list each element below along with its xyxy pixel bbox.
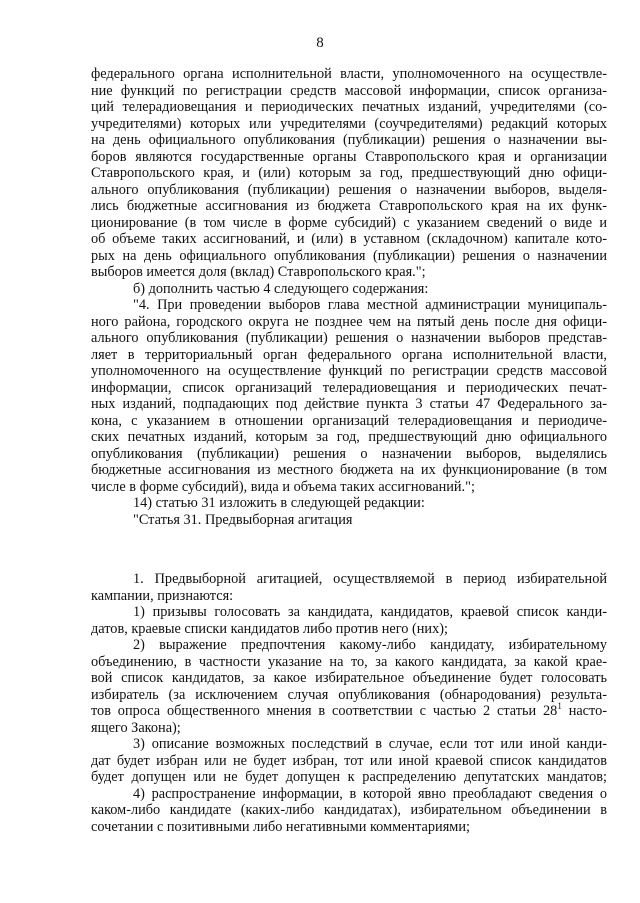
line-text: рых на день официального опубликования (публикации) решения о назначении <box>91 247 607 264</box>
line-text: об объеме таких ассигнований, и (или) в уставном (складочном) капитале кото- <box>91 231 607 247</box>
line-text: ских печатных изданий, которым за год, предшествующий дню официального <box>91 429 607 445</box>
line-text: лись бюджетные ассигнования из бюджета Ставропольского края на их функ- <box>91 198 607 214</box>
line-text: ционирование (в том числе в форме субсидий) с указанием сведений о виде и <box>91 214 607 231</box>
text-line <box>91 149 607 166</box>
line-text: 14) статью 31 изложить в следующей редакции: <box>133 495 425 511</box>
line-text: федерального органа исполнительной власти, уполномоченного на осуществле- <box>91 66 607 82</box>
text-line <box>91 380 607 397</box>
text-line <box>91 720 607 737</box>
text-line <box>91 687 607 704</box>
text-line <box>91 281 607 298</box>
text-line <box>91 165 607 182</box>
line-text: ных изданий, подпадающих под действие пункта 3 статьи 47 Федерального за- <box>91 396 607 412</box>
text-line <box>91 495 607 512</box>
text-line <box>91 479 607 496</box>
text-block-1 <box>91 66 607 528</box>
line-text: датов, краевые списки кандидатов либо против него (них); <box>91 620 448 637</box>
text-line <box>91 588 607 605</box>
line-text: ального опубликования (публикации) решения о назначении выборов, выделя- <box>91 181 607 198</box>
line-text-after: насто- <box>561 703 608 719</box>
text-line <box>91 413 607 430</box>
line-text: учредителями) которых или учредителями (соучредителями) редакций которых <box>91 115 607 132</box>
line-text: ций телерадиовещания и периодических печатных изданий, учредителями (со- <box>91 99 607 115</box>
text-line <box>91 182 607 199</box>
line-text: сочетании с позитивными либо негативными комментариями; <box>91 818 470 835</box>
text-line <box>91 703 607 720</box>
text-line <box>91 654 607 671</box>
line-text: выборов имеется доля (вклад) Ставропольского края."; <box>91 264 426 280</box>
line-text: 2) выражение предпочтения какому-либо кандидату, избирательному <box>133 637 607 653</box>
line-text: дат будет избран или не будет избран, тот или иной краевой список кандидатов <box>91 752 607 769</box>
line-text: информации, список организаций телерадиовещания и периодических печат- <box>91 379 607 396</box>
text-line <box>91 83 607 100</box>
text-line <box>91 670 607 687</box>
line-text: кона, с указанием в отношении организаций телерадиовещания и периодиче- <box>91 412 607 429</box>
line-text: ящего Закона); <box>91 719 181 736</box>
text-line <box>91 248 607 265</box>
text-line <box>91 198 607 215</box>
text-line <box>91 116 607 133</box>
line-text: кампании, признаются: <box>91 587 234 604</box>
line-text: числе в форме субсидий), вида и объема таких ассигнований."; <box>91 478 475 495</box>
text-line <box>91 637 607 654</box>
text-line <box>91 769 607 786</box>
line-text: ляет в территориальный орган федерального органа исполнительной власти, <box>91 346 607 363</box>
line-text: будет допущен или не будет допущен к распределению депутатских мандатов; <box>91 769 607 785</box>
superscript: 1 <box>557 701 562 712</box>
line-text: боров являются государственные органы Ставропольского края и организации <box>91 148 607 165</box>
line-text: ного района, городского округа не позднее чем на пятый день после дня офици- <box>91 313 607 330</box>
text-line <box>91 347 607 364</box>
text-line <box>91 66 607 83</box>
line-text: ние функций по регистрации средств массовой информации, список организа- <box>91 82 607 99</box>
line-text: "Статья 31. Предвыборная агитация <box>133 511 353 528</box>
line-text: 4) распространение информации, в которой явно преобладают сведения о <box>133 785 607 802</box>
line-text: объединению, в частности указание на то, за какого кандидата, за какой крае- <box>91 653 607 670</box>
text-line <box>91 314 607 331</box>
text-line <box>91 429 607 446</box>
text-line <box>91 363 607 380</box>
text-line <box>91 753 607 770</box>
text-line <box>91 571 607 588</box>
text-line <box>91 215 607 232</box>
line-text: б) дополнить частью 4 следующего содержания: <box>133 280 429 297</box>
line-text: "4. При проведении выборов глава местной администрации муниципаль- <box>133 297 607 313</box>
text-line <box>91 819 607 836</box>
text-line <box>91 786 607 803</box>
text-line <box>91 621 607 638</box>
line-text: 3) описание возможных последствий в случае, если тот или иной канди- <box>133 736 607 752</box>
line-text: Ставропольского края, и (или) которым за год, предшествующий дню офици- <box>91 165 607 181</box>
line-text: бюджетные ассигнования из местного бюджета на их функционирование (в том <box>91 462 607 478</box>
text-block-2 <box>91 571 607 835</box>
text-line <box>91 396 607 413</box>
text-line <box>91 132 607 149</box>
line-text: избиратель (за исключением случая опубликования (обнародования) результа- <box>91 686 607 703</box>
text-line <box>91 446 607 463</box>
line-text: уполномоченного на осуществление функций по регистрации средств массовой <box>91 363 607 379</box>
text-line <box>91 736 607 753</box>
text-line <box>91 512 607 529</box>
text-line <box>91 330 607 347</box>
page-number: 8 <box>316 35 324 51</box>
text-line <box>91 231 607 248</box>
text-line <box>91 802 607 819</box>
text-line <box>91 99 607 116</box>
text-line <box>91 264 607 281</box>
line-text: опубликования (публикации) решения о назначении выборов, выделялись <box>91 445 607 462</box>
line-text: 1) призывы голосовать за кандидата, кандидатов, краевой список канди- <box>133 604 607 620</box>
line-text: вой список кандидатов, за какое избирательное объединение будет голосовать <box>91 670 607 686</box>
line-text: ального опубликования (публикации) решения о назначении выборов представ- <box>91 330 607 346</box>
text-line <box>91 462 607 479</box>
text-line <box>91 297 607 314</box>
text-line <box>91 604 607 621</box>
line-text: на день официального опубликования (публикации) решения о назначении вы- <box>91 132 607 148</box>
line-text: тов опроса общественного мнения в соответствии с частью 2 статьи 28 <box>91 703 558 719</box>
line-text: каком-либо кандидате (каких-либо кандидатах), избирательном объединении в <box>91 802 607 818</box>
line-text: 1. Предвыборной агитацией, осуществляемой в период избирательной <box>133 571 607 587</box>
